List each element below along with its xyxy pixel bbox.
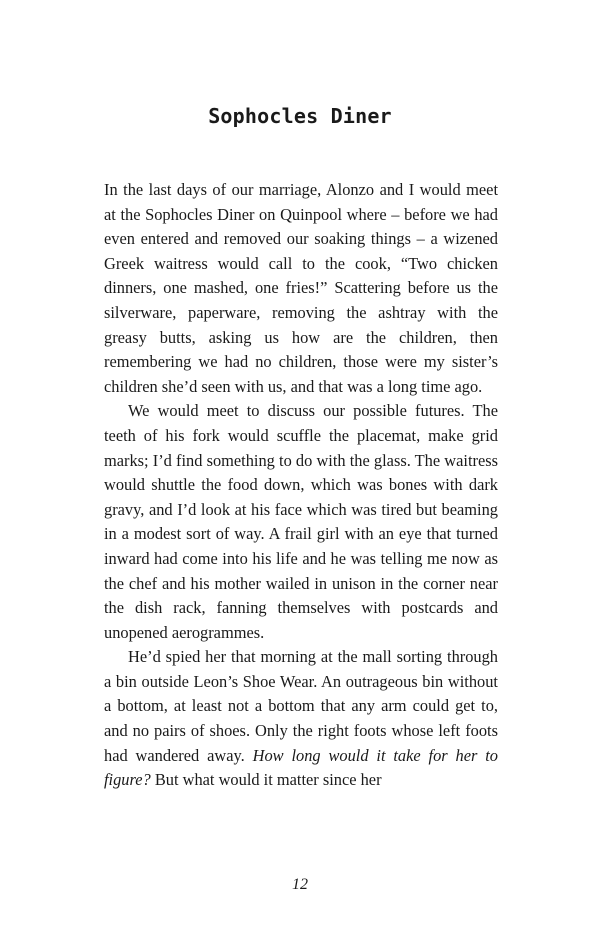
paragraph-3 bbox=[104, 645, 498, 793]
paragraph-2: We would meet to discuss our possible futures. The teeth of his fork would scuffle the placemat, make grid marks; I’d find something to do with the glass. The waitress would shuttle the food down, which was bones with dark gravy, and I’d look at his face which was tired but beaming in a modest sort of way. A frail girl with an eye that turned inward had come into his life and he was telling me now as the chef and his mother wailed in unison in the corner near the dish rack, fanning themselves with postcards and unopened aerogrammes. bbox=[104, 401, 498, 642]
paragraph-1: In the last days of our marriage, Alonzo and I would meet at the Sophocles Diner on Quinpool where – before we had even entered and removed our soaking things – a wizened Greek waitress would call to the cook, “Two chicken dinners, one mashed, one fries!” Scattering before us the silverware, paperware, removing the ashtray with the greasy butts, asking us how are the children, then remembering we had no children, those were my sister’s children she’d seen with us, and that was a long time ago. bbox=[104, 180, 498, 396]
body-text bbox=[104, 178, 498, 793]
page-number: 12 bbox=[292, 876, 308, 893]
chapter-title: Sophocles Diner bbox=[208, 104, 392, 128]
paragraph-3-italic-text: How long would it take for her to figure? bbox=[104, 745, 499, 790]
paragraph-3-text: He’d spied her that morning at the mall sorting through a bin outside Leon’s Shoe Wear. An outrageous bin without a bottom, at least not a bottom that any arm could get to, and no pairs of shoes. Only the right foots whose left foots had wandered away. bbox=[104, 647, 498, 765]
paragraph-3-text-end: But what would it matter since her bbox=[150, 770, 382, 790]
